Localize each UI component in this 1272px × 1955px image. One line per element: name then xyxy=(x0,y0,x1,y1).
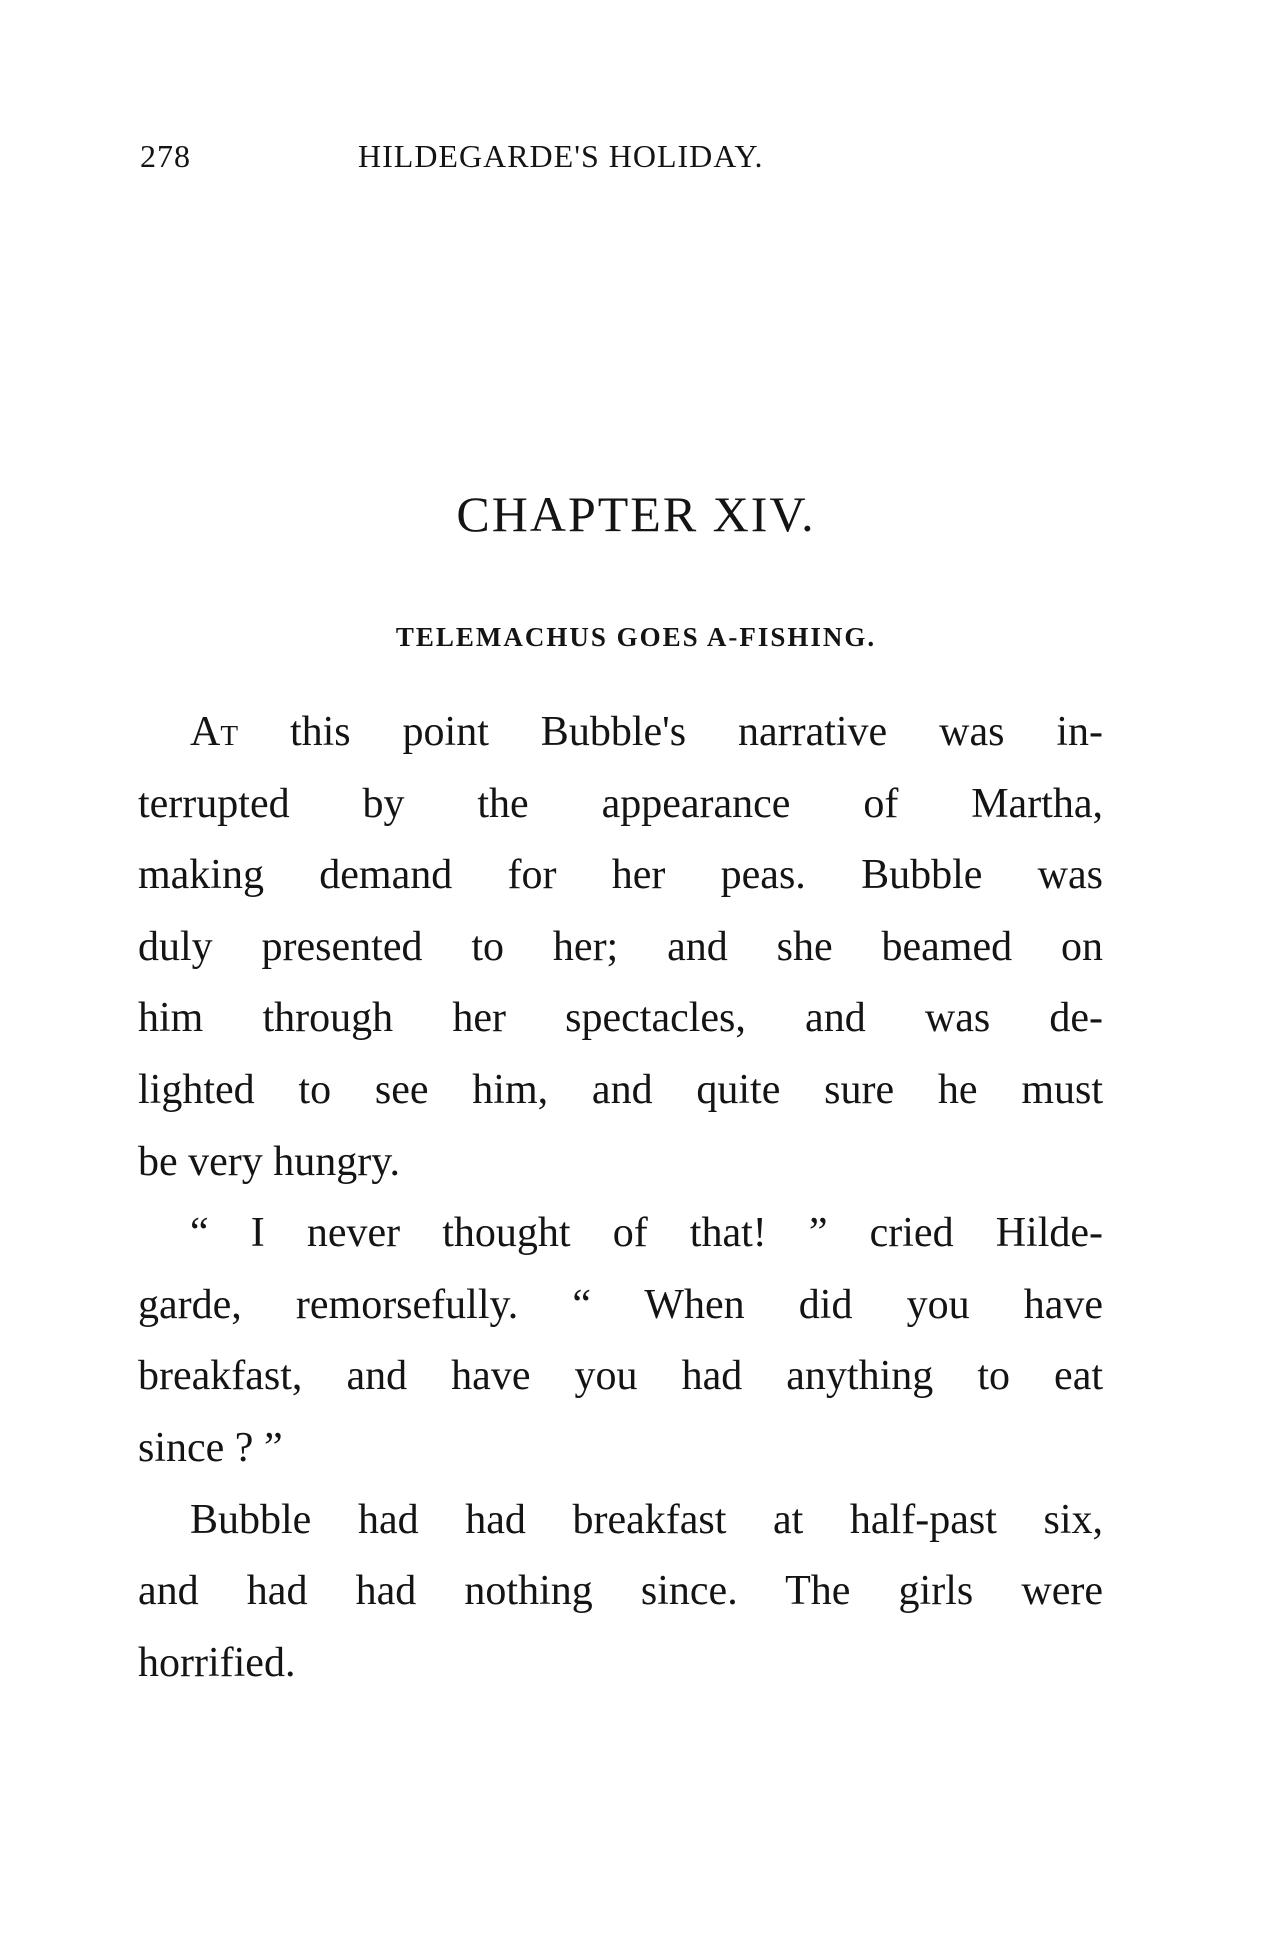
text-line: terrupted by the appearance of Martha, xyxy=(138,780,1103,827)
text-line: since ? ” xyxy=(138,1424,283,1471)
text-line: garde, remorsefully. “ When did you have xyxy=(138,1281,1103,1328)
text-line: duly presented to her; and she beamed on xyxy=(138,923,1103,970)
text-line: breakfast, and have you had anything to eat xyxy=(138,1353,1103,1400)
text-line: lighted to see him, and quite sure he must xyxy=(138,1066,1103,1113)
text-line xyxy=(138,697,1103,769)
text-line: making demand for her peas. Bubble was xyxy=(138,852,1103,899)
page-number: 278 xyxy=(140,138,191,174)
text-line: be very hungry. xyxy=(138,1138,401,1185)
text-line: “ I never thought of that! ” cried Hilde- xyxy=(190,1210,1103,1257)
chapter-body xyxy=(138,697,1103,1699)
running-title: HILDEGARDE'S HOLIDAY. xyxy=(358,138,764,174)
chapter-subtitle: TELEMACHUS GOES A-FISHING. xyxy=(395,622,877,652)
chapter-title: CHAPTER XIV. xyxy=(456,486,816,542)
text-line: Bubble had had breakfast at half-past six, xyxy=(190,1496,1103,1543)
opening-word: At xyxy=(190,709,239,755)
line-text: this point Bubble's narrative was in- xyxy=(238,709,1103,755)
text-line: horrified. xyxy=(138,1639,296,1686)
text-line: him through her spectacles, and was de- xyxy=(138,995,1103,1042)
text-line: and had had nothing since. The girls were xyxy=(138,1568,1103,1615)
running-head xyxy=(140,138,1140,188)
